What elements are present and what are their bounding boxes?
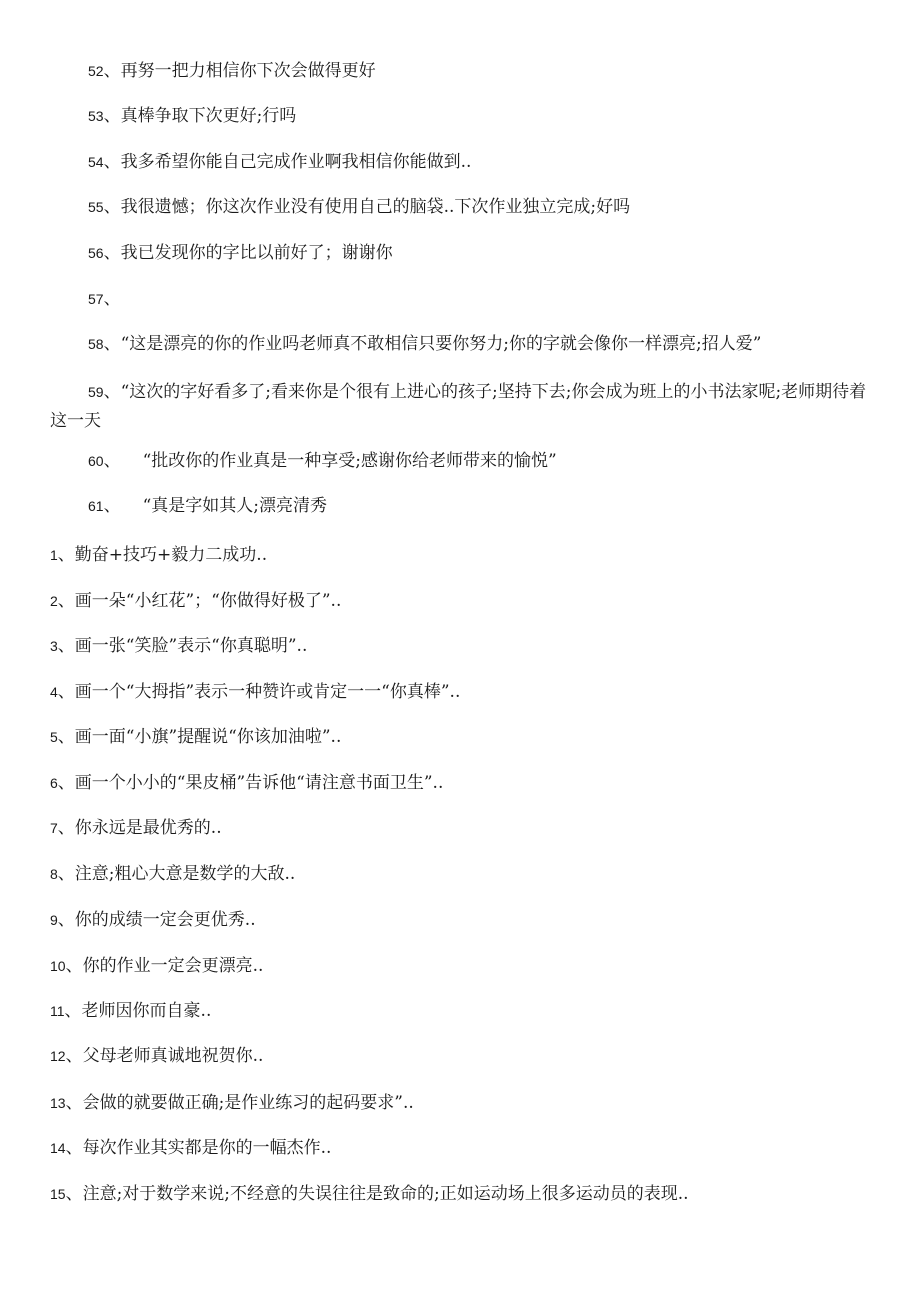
comment-line-5 [50,726,341,748]
item-separator: 、 [57,727,75,747]
item-number: 56 [88,245,104,261]
item-number: 54 [88,154,104,170]
comment-line-52 [88,60,376,82]
item-number: 52 [88,63,104,79]
comment-line-53 [88,105,296,127]
item-text: 画一朵“小红花”；“你做得好极了”.. [74,591,342,611]
item-separator: 、 [103,152,121,172]
item-separator: 、 [103,382,121,402]
item-text: 每次作业其实都是你的一幅杰作.. [82,1138,332,1158]
item-text: 注意;粗心大意是数学的大敌.. [74,864,296,884]
comment-line-61 [88,495,327,517]
item-text: “这是漂亮的你的作业吗老师真不敢相信只要你努力;你的字就会像你一样漂亮;招人爱” [120,334,762,354]
item-number: 2 [50,593,58,609]
comment-line-56 [88,242,393,264]
item-number: 3 [50,638,58,654]
comment-line-2 [50,590,341,612]
item-text: 老师因你而自豪.. [81,1001,212,1021]
item-number: 12 [50,1048,66,1064]
item-separator: 、 [103,243,121,263]
item-number: 53 [88,108,104,124]
item-separator: 、 [65,1046,83,1066]
item-number: 6 [50,775,58,791]
item-number: 61 [88,498,104,514]
comment-line-9 [50,909,256,931]
item-separator: 、 [57,636,75,656]
comment-line-59 [50,378,870,436]
item-number: 9 [50,912,58,928]
item-number: 15 [50,1186,66,1202]
item-separator: 、 [57,864,75,884]
item-text: 画一个“大拇指”表示一种赞许或肯定一一“你真棒”.. [74,682,461,702]
comment-line-14 [50,1137,331,1159]
comment-line-12 [50,1045,263,1067]
item-number: 10 [50,958,66,974]
item-separator: 、 [103,496,121,516]
item-separator: 、 [103,106,121,126]
item-separator: 、 [65,1184,83,1204]
item-number: 4 [50,684,58,700]
item-number: 11 [50,1003,65,1019]
item-text: 会做的就要做正确;是作业练习的起码要求”.. [82,1093,414,1113]
item-number: 60 [88,453,104,469]
comment-line-11 [50,1000,211,1022]
item-text: 我多希望你能自己完成作业啊我相信你能做到.. [120,152,472,172]
item-number: 7 [50,820,58,836]
comment-line-60 [88,450,557,472]
item-separator: 、 [57,591,75,611]
comment-line-1 [50,544,267,566]
comment-line-10 [50,955,263,977]
item-text: 你的成绩一定会更优秀.. [74,910,256,930]
item-number: 8 [50,866,58,882]
comment-line-3 [50,635,307,657]
item-text: “真是字如其人;漂亮清秀 [142,496,327,516]
item-number: 13 [50,1095,66,1111]
comment-line-15 [50,1183,689,1205]
item-separator: 、 [57,910,75,930]
item-separator: 、 [103,197,121,217]
item-text: 真棒争取下次更好;行吗 [120,106,297,126]
item-number: 1 [50,547,58,563]
item-text: “批改你的作业真是一种享受;感谢你给老师带来的愉悦” [142,451,557,471]
comment-line-4 [50,681,460,703]
item-separator: 、 [65,1138,83,1158]
item-text: 再努一把力相信你下次会做得更好 [120,61,376,81]
item-text: 画一面“小旗”提醒说“你该加油啦”.. [74,727,342,747]
item-separator: 、 [103,61,121,81]
item-number: 59 [88,384,104,400]
item-number: 55 [88,199,104,215]
item-text: 你永远是最优秀的.. [74,818,222,838]
item-text: “这次的字好看多了;看来你是个很有上进心的孩子;坚持下去;你会成为班上的小书法家呢;老师期待着这一天 [50,382,867,431]
comment-line-7 [50,817,222,839]
item-separator: 、 [65,1093,83,1113]
item-text: 我很遗憾；你这次作业没有使用自己的脑袋..下次作业独立完成;好吗 [120,197,631,217]
item-text: 你的作业一定会更漂亮.. [82,956,264,976]
item-separator: 、 [64,1001,82,1021]
item-text: 画一张“笑脸”表示“你真聪明”.. [74,636,308,656]
item-separator: 、 [103,451,121,471]
item-separator: 、 [57,682,75,702]
comment-line-55 [88,196,630,218]
item-text: 注意;对于数学来说;不经意的失误往往是致命的;正如运动场上很多运动员的表现.. [82,1184,689,1204]
item-separator: 、 [103,289,121,309]
item-text: 勤奋+技巧+毅力二成功.. [74,545,268,565]
item-text: 画一个小小的“果皮桶”告诉他“请注意书面卫生”.. [74,773,444,793]
item-text: 我已发现你的字比以前好了；谢谢你 [120,243,393,263]
item-separator: 、 [57,773,75,793]
item-number: 58 [88,336,104,352]
comment-line-57 [88,288,121,310]
comment-line-58 [88,333,761,355]
item-separator: 、 [103,334,121,354]
comment-line-13 [50,1092,414,1114]
item-separator: 、 [57,818,75,838]
comment-line-6 [50,772,443,794]
item-separator: 、 [65,956,83,976]
comment-line-8 [50,863,295,885]
item-text: 父母老师真诚地祝贺你.. [82,1046,264,1066]
item-number: 14 [50,1140,66,1156]
comment-line-54 [88,151,471,173]
item-number: 57 [88,291,104,307]
item-number: 5 [50,729,58,745]
item-separator: 、 [57,545,75,565]
